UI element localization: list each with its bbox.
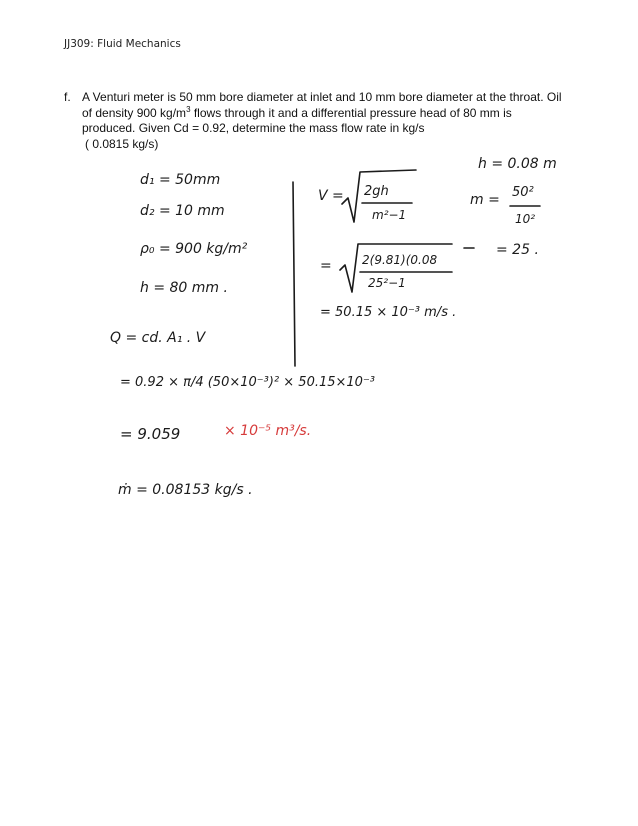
question-superscript: 3 xyxy=(186,104,191,114)
hw-m-num: 50² xyxy=(512,185,534,200)
question-text-part-2: flows through it and a differential pressure head of 80 mm is produced. Given Cd = 0.92, determine the mass flow rate in kg/s xyxy=(82,105,512,135)
hw-q-line2-red: × 10⁻⁵ m³/s. xyxy=(224,423,312,439)
hw-v2-den: 25²−1 xyxy=(368,276,406,290)
hw-h-conv: h = 0.08 m xyxy=(478,156,557,172)
page-header: JJ309: Fluid Mechanics xyxy=(64,38,181,50)
hw-v-label: V = xyxy=(318,188,344,204)
hw-d2: d₂ = 10 mm xyxy=(140,203,225,219)
question-text-part-1: A Venturi meter is 50 mm bore diameter at inlet and 10 mm bore diameter at the throat. Oil of density 900 kg/m xyxy=(82,90,562,120)
hw-eq2: = xyxy=(320,258,332,274)
hw-mdot: ṁ = 0.08153 kg/s . xyxy=(118,482,253,498)
hw-v-num: 2gh xyxy=(364,184,389,199)
hw-v3: = 50.15 × 10⁻³ m/s . xyxy=(320,305,457,320)
question-answer: ( 0.0815 kg/s) xyxy=(85,136,159,151)
vertical-divider-line xyxy=(293,182,295,366)
question-block xyxy=(64,90,564,152)
hw-v-den: m²−1 xyxy=(372,208,407,222)
hw-m-result: = 25 . xyxy=(496,242,539,258)
hw-d1: d₁ = 50mm xyxy=(140,172,221,188)
hw-m-label: m = xyxy=(470,192,500,208)
hw-q-line2-black: = 9.059 xyxy=(120,425,181,443)
hw-h: h = 80 mm . xyxy=(140,280,228,296)
question-label: f. xyxy=(64,90,71,104)
hw-m-den: 10² xyxy=(515,212,536,226)
hw-q-formula: Q = cd. A₁ . V xyxy=(110,330,206,346)
hw-rho: ρ₀ = 900 kg/m² xyxy=(140,241,248,257)
hw-v2-num: 2(9.81)(0.08 xyxy=(362,253,438,267)
question-text xyxy=(82,90,564,152)
hw-q-line1: = 0.92 × π/4 (50×10⁻³)² × 50.15×10⁻³ xyxy=(120,375,376,390)
